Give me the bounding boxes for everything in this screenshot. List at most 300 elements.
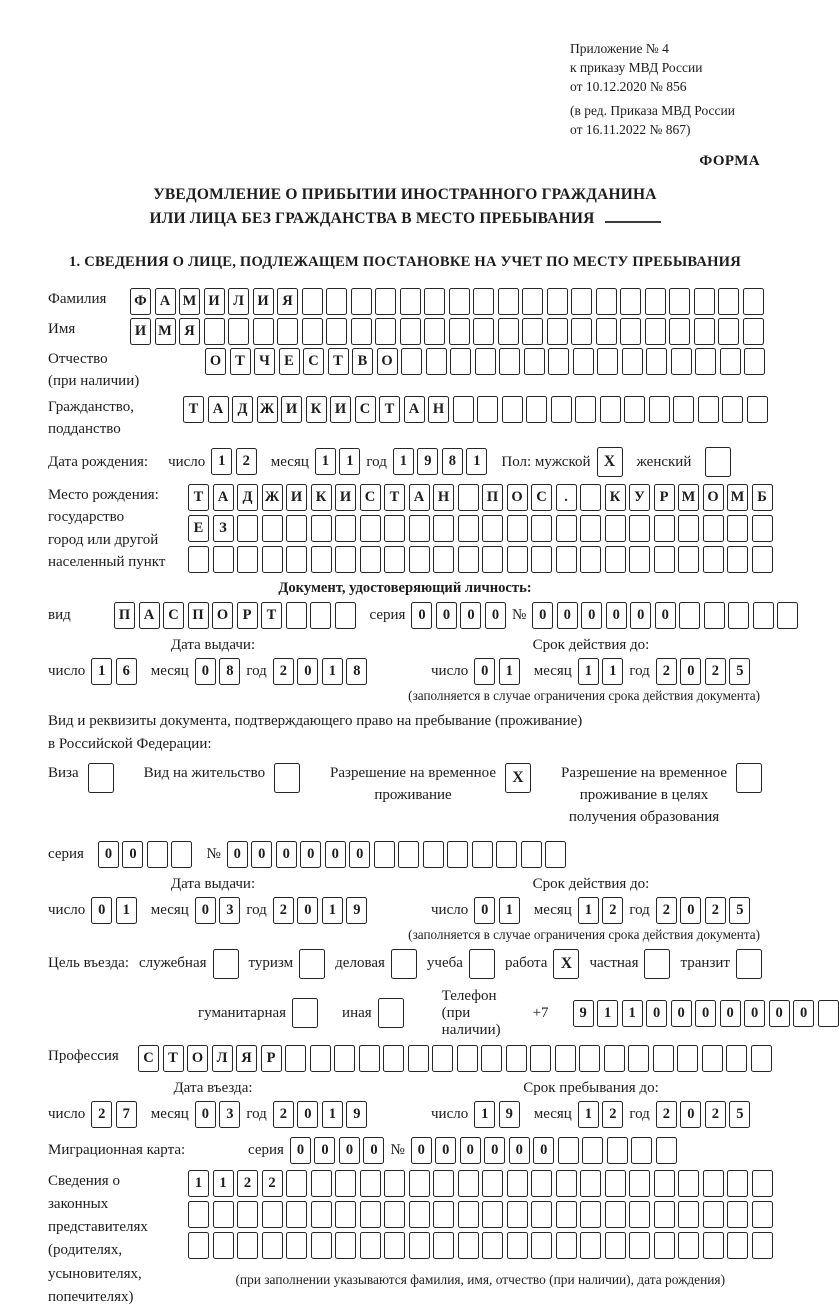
form-cell[interactable]: 0: [460, 1137, 481, 1164]
form-cell[interactable]: [253, 318, 274, 345]
form-cell[interactable]: [649, 396, 670, 423]
form-cell[interactable]: 7: [116, 1101, 137, 1128]
form-cell[interactable]: [475, 348, 496, 375]
form-cell[interactable]: 0: [276, 841, 297, 868]
form-cell[interactable]: [607, 1137, 628, 1164]
form-cell[interactable]: А: [409, 484, 430, 511]
form-cell[interactable]: [644, 949, 670, 979]
form-cell[interactable]: С: [360, 484, 381, 511]
form-cell[interactable]: 1: [499, 897, 520, 924]
form-cell[interactable]: [458, 1170, 479, 1197]
form-cell[interactable]: [262, 546, 283, 573]
form-cell[interactable]: [426, 348, 447, 375]
form-cell[interactable]: 2: [602, 1101, 623, 1128]
form-cell[interactable]: [531, 1201, 552, 1228]
form-cell[interactable]: 0: [606, 602, 627, 629]
form-cell[interactable]: [409, 515, 430, 542]
form-cell[interactable]: [571, 288, 592, 315]
form-cell[interactable]: 1: [339, 448, 360, 475]
form-cell[interactable]: Е: [279, 348, 300, 375]
form-cell[interactable]: [656, 1137, 677, 1164]
form-cell[interactable]: К: [605, 484, 626, 511]
form-cell[interactable]: [311, 1232, 332, 1259]
form-cell[interactable]: 2: [273, 1101, 294, 1128]
form-cell[interactable]: 1: [315, 448, 336, 475]
form-cell[interactable]: [400, 318, 421, 345]
form-cell[interactable]: К: [311, 484, 332, 511]
form-cell[interactable]: 0: [484, 1137, 505, 1164]
form-cell[interactable]: [424, 288, 445, 315]
form-cell[interactable]: 0: [533, 1137, 554, 1164]
form-cell[interactable]: [818, 1000, 839, 1027]
form-cell[interactable]: Д: [232, 396, 253, 423]
form-cell[interactable]: [292, 998, 318, 1028]
form-cell[interactable]: 0: [695, 1000, 716, 1027]
form-cell[interactable]: [679, 602, 700, 629]
form-cell[interactable]: С: [355, 396, 376, 423]
form-cell[interactable]: [605, 515, 626, 542]
form-cell[interactable]: [747, 396, 768, 423]
form-cell[interactable]: [482, 515, 503, 542]
form-cell[interactable]: [736, 949, 762, 979]
form-cell[interactable]: 1: [322, 658, 343, 685]
form-cell[interactable]: [326, 288, 347, 315]
form-cell[interactable]: [582, 1137, 603, 1164]
form-cell[interactable]: [751, 1045, 772, 1072]
form-cell[interactable]: [277, 318, 298, 345]
form-cell[interactable]: 1: [602, 658, 623, 685]
form-cell[interactable]: 5: [729, 658, 750, 685]
form-cell[interactable]: [335, 515, 356, 542]
form-cell[interactable]: 0: [339, 1137, 360, 1164]
form-cell[interactable]: [171, 841, 192, 868]
form-cell[interactable]: [694, 318, 715, 345]
form-cell[interactable]: 8: [219, 658, 240, 685]
form-cell[interactable]: [580, 1232, 601, 1259]
form-cell[interactable]: [213, 1201, 234, 1228]
form-cell[interactable]: [558, 1137, 579, 1164]
form-cell[interactable]: И: [253, 288, 274, 315]
form-cell[interactable]: 9: [346, 897, 367, 924]
form-cell[interactable]: [726, 1045, 747, 1072]
form-cell[interactable]: [605, 546, 626, 573]
form-cell[interactable]: 2: [91, 1101, 112, 1128]
form-cell[interactable]: 0: [720, 1000, 741, 1027]
form-cell[interactable]: [654, 1232, 675, 1259]
form-cell[interactable]: Т: [261, 602, 282, 629]
form-cell[interactable]: Н: [433, 484, 454, 511]
form-cell[interactable]: .: [556, 484, 577, 511]
form-cell[interactable]: [477, 396, 498, 423]
form-cell[interactable]: [335, 1170, 356, 1197]
form-cell[interactable]: П: [188, 602, 209, 629]
form-cell[interactable]: [498, 288, 519, 315]
form-cell[interactable]: [506, 1045, 527, 1072]
form-cell[interactable]: М: [179, 288, 200, 315]
form-cell[interactable]: Е: [188, 515, 209, 542]
form-cell[interactable]: [88, 763, 114, 793]
form-cell[interactable]: Л: [228, 288, 249, 315]
form-cell[interactable]: [433, 1170, 454, 1197]
form-cell[interactable]: [678, 515, 699, 542]
form-cell[interactable]: [433, 1201, 454, 1228]
form-cell[interactable]: [311, 515, 332, 542]
form-cell[interactable]: А: [139, 602, 160, 629]
form-cell[interactable]: [556, 515, 577, 542]
form-cell[interactable]: [728, 602, 749, 629]
form-cell[interactable]: [556, 1232, 577, 1259]
form-cell[interactable]: [703, 515, 724, 542]
form-cell[interactable]: 3: [219, 897, 240, 924]
form-cell[interactable]: [531, 1232, 552, 1259]
form-cell[interactable]: 1: [116, 897, 137, 924]
form-cell[interactable]: 2: [262, 1170, 283, 1197]
form-cell[interactable]: [702, 1045, 723, 1072]
form-cell[interactable]: [458, 1232, 479, 1259]
form-cell[interactable]: [629, 1232, 650, 1259]
form-cell[interactable]: И: [281, 396, 302, 423]
form-cell[interactable]: [669, 288, 690, 315]
form-cell[interactable]: [447, 841, 468, 868]
form-cell[interactable]: Р: [654, 484, 675, 511]
form-cell[interactable]: 0: [769, 1000, 790, 1027]
form-cell[interactable]: [147, 841, 168, 868]
form-cell[interactable]: [573, 348, 594, 375]
form-cell[interactable]: [605, 1232, 626, 1259]
form-cell[interactable]: 0: [655, 602, 676, 629]
form-cell[interactable]: [433, 1232, 454, 1259]
form-cell[interactable]: 1: [91, 658, 112, 685]
form-cell[interactable]: 0: [195, 1101, 216, 1128]
form-cell[interactable]: П: [482, 484, 503, 511]
form-cell[interactable]: [551, 396, 572, 423]
form-cell[interactable]: Ч: [254, 348, 275, 375]
form-cell[interactable]: 1: [322, 897, 343, 924]
form-cell[interactable]: К: [306, 396, 327, 423]
form-cell[interactable]: [753, 602, 774, 629]
form-cell[interactable]: [302, 288, 323, 315]
form-cell[interactable]: [556, 1201, 577, 1228]
form-cell[interactable]: [401, 348, 422, 375]
form-cell[interactable]: 2: [237, 1170, 258, 1197]
form-cell[interactable]: [311, 1170, 332, 1197]
form-cell[interactable]: [629, 1170, 650, 1197]
form-cell[interactable]: [698, 396, 719, 423]
form-cell[interactable]: [526, 396, 547, 423]
form-cell[interactable]: [473, 318, 494, 345]
form-cell[interactable]: 1: [211, 448, 232, 475]
form-cell[interactable]: [645, 318, 666, 345]
form-cell[interactable]: [507, 515, 528, 542]
form-cell[interactable]: [703, 1232, 724, 1259]
form-cell[interactable]: [375, 318, 396, 345]
form-cell[interactable]: [556, 546, 577, 573]
form-cell[interactable]: 0: [474, 658, 495, 685]
form-cell[interactable]: Я: [179, 318, 200, 345]
form-cell[interactable]: [302, 318, 323, 345]
form-cell[interactable]: А: [404, 396, 425, 423]
form-cell[interactable]: [408, 1045, 429, 1072]
form-cell[interactable]: [736, 763, 762, 793]
form-cell[interactable]: 0: [744, 1000, 765, 1027]
form-cell[interactable]: [718, 288, 739, 315]
form-cell[interactable]: [752, 1170, 773, 1197]
form-cell[interactable]: [555, 1045, 576, 1072]
form-cell[interactable]: [580, 546, 601, 573]
form-cell[interactable]: [629, 1201, 650, 1228]
form-cell[interactable]: [311, 546, 332, 573]
form-cell[interactable]: [580, 484, 601, 511]
form-cell[interactable]: О: [507, 484, 528, 511]
form-cell[interactable]: З: [213, 515, 234, 542]
form-cell[interactable]: 0: [325, 841, 346, 868]
form-cell[interactable]: [727, 546, 748, 573]
form-cell[interactable]: [228, 318, 249, 345]
form-cell[interactable]: [453, 396, 474, 423]
form-cell[interactable]: [678, 1232, 699, 1259]
form-cell[interactable]: 8: [442, 448, 463, 475]
form-cell[interactable]: 0: [411, 1137, 432, 1164]
form-cell[interactable]: [720, 348, 741, 375]
form-cell[interactable]: [383, 1045, 404, 1072]
form-cell[interactable]: Т: [163, 1045, 184, 1072]
form-cell[interactable]: 0: [474, 897, 495, 924]
form-cell[interactable]: М: [155, 318, 176, 345]
form-cell[interactable]: [262, 1232, 283, 1259]
form-cell[interactable]: Т: [328, 348, 349, 375]
form-cell[interactable]: [620, 318, 641, 345]
form-cell[interactable]: 9: [417, 448, 438, 475]
form-cell[interactable]: П: [114, 602, 135, 629]
form-cell[interactable]: [703, 1170, 724, 1197]
form-cell[interactable]: И: [204, 288, 225, 315]
form-cell[interactable]: 3: [219, 1101, 240, 1128]
form-cell[interactable]: [334, 1045, 355, 1072]
form-cell[interactable]: [678, 546, 699, 573]
form-cell[interactable]: [673, 396, 694, 423]
form-cell[interactable]: [624, 396, 645, 423]
form-cell[interactable]: 0: [251, 841, 272, 868]
form-cell[interactable]: О: [212, 602, 233, 629]
form-cell[interactable]: [605, 1170, 626, 1197]
form-cell[interactable]: 9: [346, 1101, 367, 1128]
form-cell[interactable]: 0: [460, 602, 481, 629]
form-cell[interactable]: 1: [188, 1170, 209, 1197]
form-cell[interactable]: [556, 1170, 577, 1197]
form-cell[interactable]: [432, 1045, 453, 1072]
form-cell[interactable]: [629, 546, 650, 573]
form-cell[interactable]: [580, 1201, 601, 1228]
form-cell[interactable]: И: [335, 484, 356, 511]
form-cell[interactable]: А: [155, 288, 176, 315]
form-cell[interactable]: [458, 515, 479, 542]
form-cell[interactable]: [507, 546, 528, 573]
form-cell[interactable]: [423, 841, 444, 868]
form-cell[interactable]: [629, 515, 650, 542]
form-cell[interactable]: [188, 546, 209, 573]
form-cell[interactable]: [678, 1201, 699, 1228]
form-cell[interactable]: 0: [646, 1000, 667, 1027]
form-cell[interactable]: [378, 998, 404, 1028]
form-cell[interactable]: [286, 1170, 307, 1197]
form-cell[interactable]: 0: [349, 841, 370, 868]
form-cell[interactable]: [654, 515, 675, 542]
form-cell[interactable]: [424, 318, 445, 345]
form-cell[interactable]: [522, 318, 543, 345]
form-cell[interactable]: Я: [277, 288, 298, 315]
form-cell[interactable]: [285, 1045, 306, 1072]
form-cell[interactable]: М: [678, 484, 699, 511]
form-cell[interactable]: [669, 318, 690, 345]
form-cell[interactable]: [359, 1045, 380, 1072]
form-cell[interactable]: Т: [183, 396, 204, 423]
form-cell[interactable]: [391, 949, 417, 979]
form-cell[interactable]: [286, 1201, 307, 1228]
form-cell[interactable]: 0: [195, 658, 216, 685]
form-cell[interactable]: [400, 288, 421, 315]
form-cell[interactable]: [521, 841, 542, 868]
form-cell[interactable]: [703, 1201, 724, 1228]
form-cell[interactable]: [409, 1170, 430, 1197]
form-cell[interactable]: О: [187, 1045, 208, 1072]
form-cell[interactable]: 0: [680, 897, 701, 924]
form-cell[interactable]: [237, 1232, 258, 1259]
form-cell[interactable]: [310, 602, 331, 629]
form-cell[interactable]: 1: [213, 1170, 234, 1197]
form-cell[interactable]: [481, 1045, 502, 1072]
form-cell[interactable]: [531, 546, 552, 573]
form-cell[interactable]: 8: [346, 658, 367, 685]
form-cell[interactable]: [213, 1232, 234, 1259]
form-cell[interactable]: 9: [573, 1000, 594, 1027]
form-cell[interactable]: [360, 1232, 381, 1259]
form-cell[interactable]: [360, 515, 381, 542]
form-cell[interactable]: [575, 396, 596, 423]
form-cell[interactable]: 0: [91, 897, 112, 924]
form-cell[interactable]: О: [703, 484, 724, 511]
form-cell[interactable]: И: [330, 396, 351, 423]
form-cell[interactable]: [620, 288, 641, 315]
form-cell[interactable]: [531, 1170, 552, 1197]
form-cell[interactable]: [482, 1170, 503, 1197]
form-cell[interactable]: [695, 348, 716, 375]
form-cell[interactable]: Р: [237, 602, 258, 629]
form-cell[interactable]: Б: [752, 484, 773, 511]
form-cell[interactable]: [604, 1045, 625, 1072]
form-cell[interactable]: 0: [581, 602, 602, 629]
form-cell[interactable]: [458, 546, 479, 573]
form-cell[interactable]: [718, 318, 739, 345]
form-cell[interactable]: [482, 1232, 503, 1259]
form-cell[interactable]: [458, 484, 479, 511]
form-cell[interactable]: [628, 1045, 649, 1072]
form-cell[interactable]: [752, 1232, 773, 1259]
form-cell[interactable]: [262, 1201, 283, 1228]
form-cell[interactable]: [605, 1201, 626, 1228]
form-cell[interactable]: 0: [671, 1000, 692, 1027]
form-cell[interactable]: 0: [557, 602, 578, 629]
form-cell[interactable]: 2: [656, 658, 677, 685]
form-cell[interactable]: 1: [499, 658, 520, 685]
form-cell[interactable]: [384, 1232, 405, 1259]
form-cell[interactable]: [752, 546, 773, 573]
form-cell[interactable]: 1: [578, 658, 599, 685]
form-cell[interactable]: [188, 1201, 209, 1228]
form-cell[interactable]: О: [377, 348, 398, 375]
form-cell[interactable]: [286, 602, 307, 629]
form-cell[interactable]: [398, 841, 419, 868]
form-cell[interactable]: [653, 1045, 674, 1072]
form-cell[interactable]: С: [303, 348, 324, 375]
form-cell[interactable]: [473, 288, 494, 315]
form-cell[interactable]: [496, 841, 517, 868]
form-cell[interactable]: [507, 1170, 528, 1197]
form-cell[interactable]: [409, 1201, 430, 1228]
form-cell[interactable]: Н: [428, 396, 449, 423]
form-cell[interactable]: [384, 1201, 405, 1228]
form-cell[interactable]: [457, 1045, 478, 1072]
form-cell[interactable]: [360, 1170, 381, 1197]
form-cell[interactable]: 2: [273, 897, 294, 924]
form-cell[interactable]: [646, 348, 667, 375]
form-cell[interactable]: [752, 515, 773, 542]
form-cell[interactable]: [335, 546, 356, 573]
form-cell[interactable]: [409, 1232, 430, 1259]
form-cell[interactable]: [458, 1201, 479, 1228]
form-cell[interactable]: Ж: [257, 396, 278, 423]
form-cell[interactable]: [335, 1232, 356, 1259]
form-cell[interactable]: [286, 1232, 307, 1259]
form-cell[interactable]: [502, 396, 523, 423]
form-cell[interactable]: 0: [195, 897, 216, 924]
form-cell[interactable]: X: [597, 447, 623, 477]
form-cell[interactable]: 2: [705, 1101, 726, 1128]
form-cell[interactable]: 2: [602, 897, 623, 924]
form-cell[interactable]: [524, 348, 545, 375]
form-cell[interactable]: 0: [680, 1101, 701, 1128]
form-cell[interactable]: [580, 515, 601, 542]
form-cell[interactable]: [580, 1170, 601, 1197]
form-cell[interactable]: [752, 1201, 773, 1228]
form-cell[interactable]: 1: [578, 897, 599, 924]
form-cell[interactable]: [622, 348, 643, 375]
form-cell[interactable]: 2: [236, 448, 257, 475]
form-cell[interactable]: А: [213, 484, 234, 511]
form-cell[interactable]: [286, 546, 307, 573]
form-cell[interactable]: 0: [485, 602, 506, 629]
form-cell[interactable]: [507, 1232, 528, 1259]
form-cell[interactable]: [433, 515, 454, 542]
form-cell[interactable]: Т: [384, 484, 405, 511]
form-cell[interactable]: 0: [297, 1101, 318, 1128]
form-cell[interactable]: [777, 602, 798, 629]
form-cell[interactable]: [727, 1201, 748, 1228]
form-cell[interactable]: [384, 546, 405, 573]
form-cell[interactable]: 0: [297, 897, 318, 924]
form-cell[interactable]: [677, 1045, 698, 1072]
form-cell[interactable]: [703, 546, 724, 573]
form-cell[interactable]: [384, 1170, 405, 1197]
form-cell[interactable]: [678, 1170, 699, 1197]
form-cell[interactable]: [596, 288, 617, 315]
form-cell[interactable]: 0: [297, 658, 318, 685]
form-cell[interactable]: [654, 1170, 675, 1197]
form-cell[interactable]: [571, 318, 592, 345]
form-cell[interactable]: [204, 318, 225, 345]
form-cell[interactable]: 1: [474, 1101, 495, 1128]
form-cell[interactable]: [274, 763, 300, 793]
form-cell[interactable]: 1: [322, 1101, 343, 1128]
